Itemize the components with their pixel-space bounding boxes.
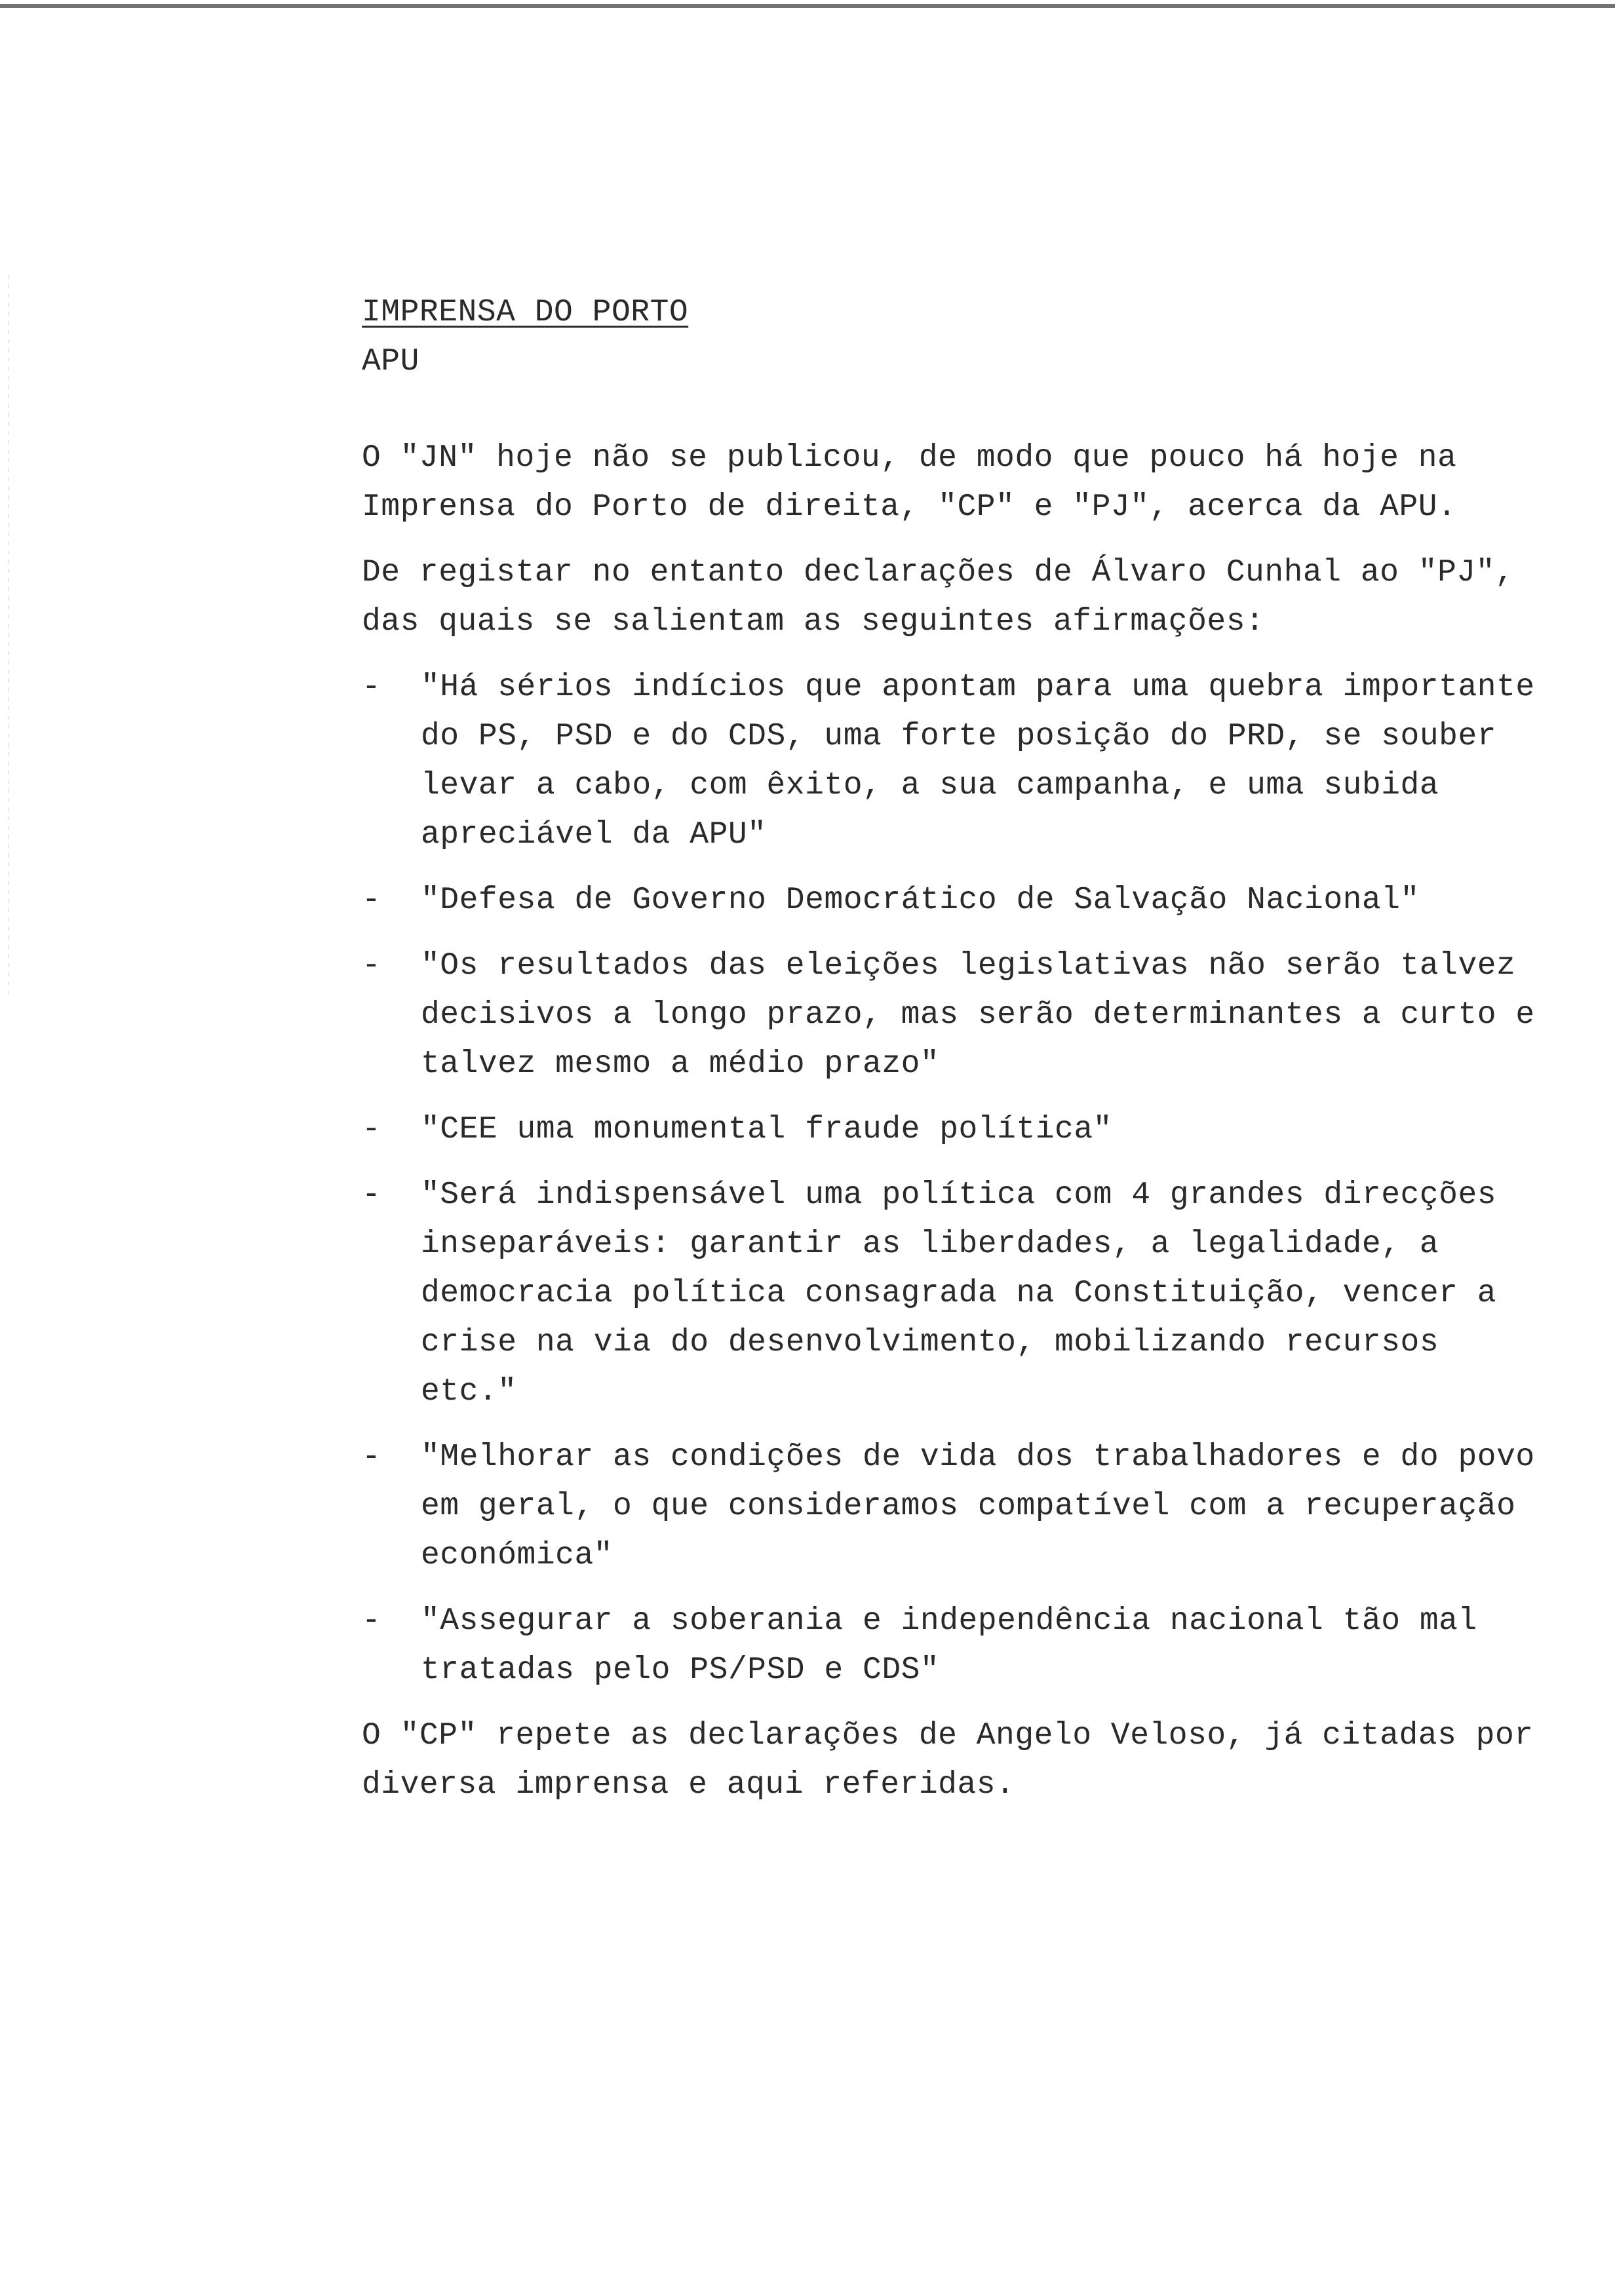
quote-text: "Os resultados das eleições legislativas não serão talvez decisivos a longo prazo, mas serão determinantes a curto e talvez mesmo a médio prazo" [421, 948, 1535, 1082]
quote-item [362, 1105, 1542, 1155]
declarations-paragraph: De registar no entanto declarações de Álvaro Cunhal ao "PJ", das quais se salientam as seguintes afirmações: [362, 555, 1515, 640]
quote-item [362, 876, 1542, 925]
list-dash: - [362, 1603, 381, 1639]
quote-text: "Assegurar a soberania e independência nacional tão mal tratadas pelo PS/PSD e CDS" [421, 1603, 1477, 1688]
quote-item [362, 1597, 1542, 1695]
list-dash: - [362, 670, 381, 705]
quote-text: "Melhorar as condições de vida dos trabalhadores e do povo em geral, o que consideramos compatível com a recuperação económica" [421, 1440, 1535, 1573]
document-page [362, 288, 1542, 1810]
list-dash: - [362, 883, 381, 918]
list-dash: - [362, 1440, 381, 1475]
list-dash: - [362, 948, 381, 984]
quote-text: "CEE uma monumental fraude política" [421, 1112, 1112, 1147]
quote-text: "Há sérios indícios que apontam para uma quebra importante do PS, PSD e do CDS, uma forte posição do PRD, se souber levar a cabo, com êxito, a sua campanha, e uma subida apreciável da APU" [421, 670, 1535, 852]
quote-text: "Será indispensável uma política com 4 grandes direcções inseparáveis: garantir as liberdades, a legalidade, a democracia política consagrada na Constituição, vencer a crise na via do desenvolvimento, mobilizando recursos etc." [421, 1177, 1497, 1409]
quotes-list [362, 663, 1542, 1695]
list-dash: - [362, 1112, 381, 1147]
scan-edge-marks [8, 275, 9, 996]
quote-item [362, 1433, 1542, 1580]
intro-paragraph: O "JN" hoje não se publicou, de modo que pouco há hoje na Imprensa do Porto de direita, "CP" e "PJ", acerca da APU. [362, 440, 1457, 525]
page-heading: IMPRENSA DO PORTO [362, 295, 689, 330]
quote-item [362, 1171, 1542, 1417]
top-border-rule [0, 4, 1615, 8]
quote-item [362, 663, 1542, 860]
closing-paragraph: O "CP" repete as declarações de Angelo Veloso, já citadas por diversa imprensa e aqui referidas. [362, 1718, 1534, 1803]
quote-item [362, 942, 1542, 1089]
section-title: APU [362, 344, 419, 379]
quote-text: "Defesa de Governo Democrático de Salvação Nacional" [421, 883, 1420, 918]
list-dash: - [362, 1177, 381, 1213]
